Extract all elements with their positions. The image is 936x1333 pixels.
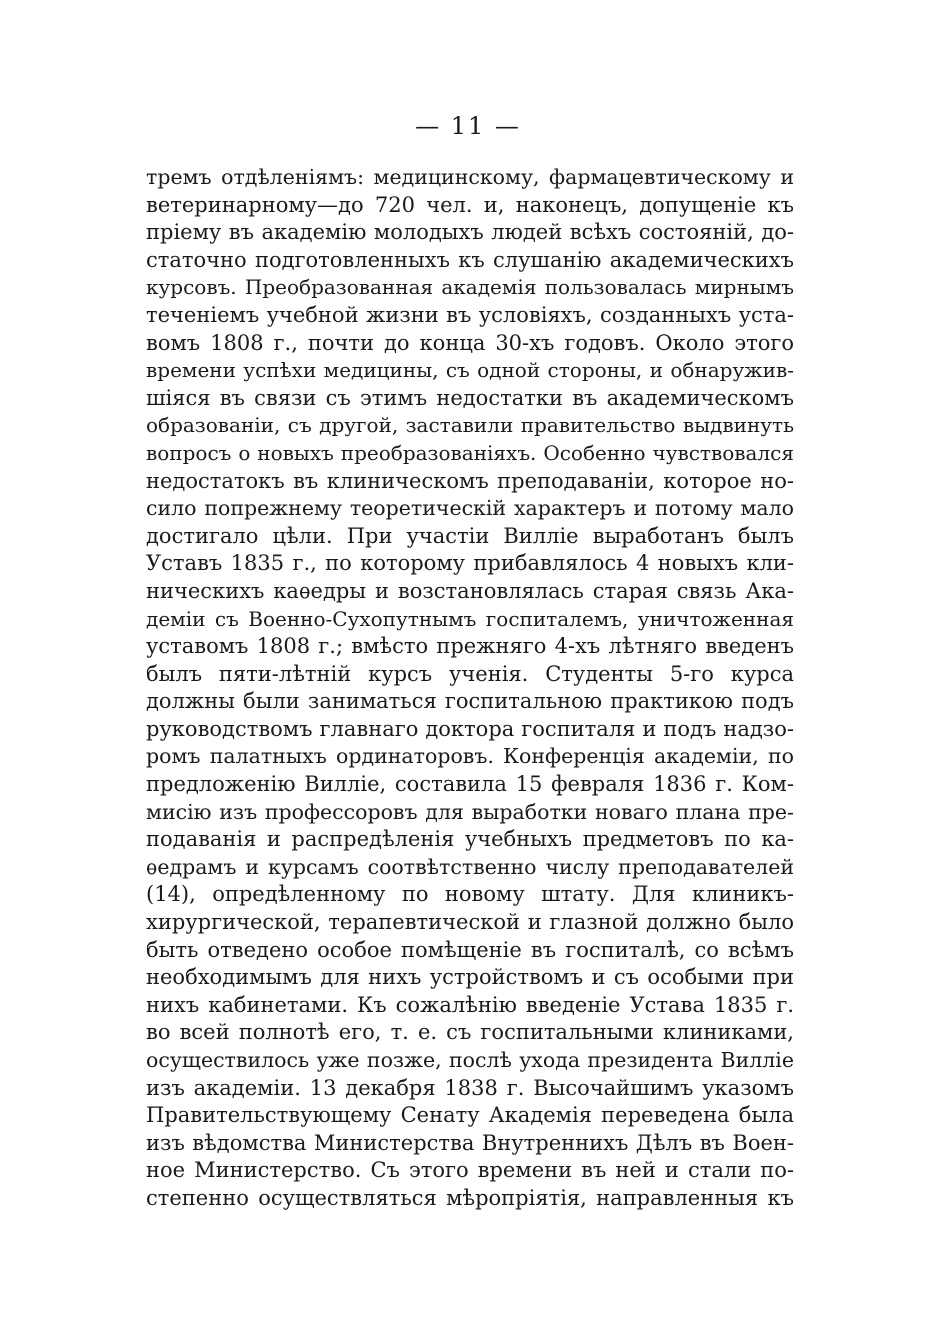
- text-line: предложенію Вилліе, составила 15 февраля 1836 г. Ком-: [146, 772, 794, 797]
- text-line: былъ пяти-лѣтній курсъ ученія. Студенты 5-го курса: [146, 661, 794, 686]
- text-line: шіяся въ связи съ этимъ недостатки въ академическомъ: [146, 385, 794, 410]
- text-line: нихъ кабинетами. Къ сожалѣнію введеніе Устава 1835 г.: [146, 992, 794, 1017]
- text-line: должны были заниматься госпитальною практикою подъ: [146, 689, 794, 714]
- text-line: вопросъ о новыхъ преобразованіяхъ. Особенно чувствовался: [146, 440, 794, 465]
- text-line: курсовъ. Преобразованная академія пользовалась мирнымъ: [146, 275, 794, 300]
- text-line: ѳедрамъ и курсамъ соотвѣтственно числу преподавателей: [146, 854, 794, 879]
- text-line: во всей полнотѣ его, т. е. съ госпитальными клиниками,: [146, 1020, 794, 1045]
- text-line: руководствомъ главнаго доктора госпиталя и подъ надзо-: [146, 716, 794, 741]
- text-line: изъ академіи. 13 декабря 1838 г. Высочайшимъ указомъ: [146, 1075, 794, 1100]
- text-line: осуществилось уже позже, послѣ ухода президента Вилліе: [146, 1048, 794, 1072]
- text-line: изъ вѣдомства Министерства Внутреннихъ Дѣлъ въ Воен-: [146, 1130, 794, 1155]
- text-line: достигало цѣли. При участіи Вилліе выработанъ былъ: [146, 523, 794, 548]
- text-line: образованіи, съ другой, заставили правительство выдвинуть: [146, 413, 794, 438]
- text-line: недостатокъ въ клиническомъ преподаваніи, которое но-: [146, 468, 794, 493]
- text-line: хирургической, терапевтической и глазной должно было: [146, 910, 794, 935]
- text-line: ническихъ каѳедры и возстановлялась старая связь Ака-: [146, 578, 794, 603]
- text-line: вомъ 1808 г., почти до конца 30-хъ годовъ. Около этого: [146, 330, 794, 355]
- text-line: теченіемъ учебной жизни въ условіяхъ, созданныхъ уста-: [146, 302, 794, 327]
- text-line: пріему въ академію молодыхъ людей всѣхъ состояній, до-: [146, 220, 794, 245]
- text-line: ромъ палатныхъ ординаторовъ. Конференція академіи, по: [146, 744, 794, 769]
- body-text: [146, 164, 794, 1213]
- text-line: быть отведено особое помѣщеніе въ госпиталѣ, со всѣмъ: [146, 937, 794, 962]
- text-line: статочно подготовленныхъ къ слушанію академическихъ: [146, 247, 794, 272]
- text-line: (14), опредѣленному по новому штату. Для клиникъ-: [146, 882, 794, 907]
- text-line: Уставъ 1835 г., по которому прибавлялось 4 новыхъ кли-: [146, 551, 794, 576]
- text-line: Правительствующему Сенату Академія переведена была: [146, 1103, 794, 1128]
- text-line: уставомъ 1808 г.; вмѣсто прежняго 4-хъ лѣтняго введенъ: [146, 634, 794, 659]
- text-line: необходимымъ для нихъ устройствомъ и съ особыми при: [146, 965, 794, 990]
- text-line: степенно осуществляться мѣропріятія, направленныя къ: [146, 1185, 794, 1210]
- text-line: ветеринарному—до 720 чел. и, наконецъ, допущеніе къ: [146, 192, 794, 217]
- page-number: — 11 —: [415, 112, 521, 140]
- text-line: времени успѣхи медицины, съ одной стороны, и обнаружив-: [146, 358, 794, 383]
- text-line: сило попрежнему теоретическій характеръ и потому мало: [146, 496, 794, 521]
- text-line: ное Министерство. Съ этого времени въ ней и стали по-: [146, 1158, 794, 1183]
- text-line: деміи съ Военно-Сухопутнымъ госпиталемъ, уничтоженная: [146, 606, 794, 631]
- text-line: подаванія и распредѣленія учебныхъ предметовъ по ка-: [146, 827, 794, 852]
- text-line: тремъ отдѣленіямъ: медицинскому, фармацевтическому и: [146, 165, 794, 189]
- text-line: мисію изъ профессоровъ для выработки новаго плана пре-: [146, 799, 794, 824]
